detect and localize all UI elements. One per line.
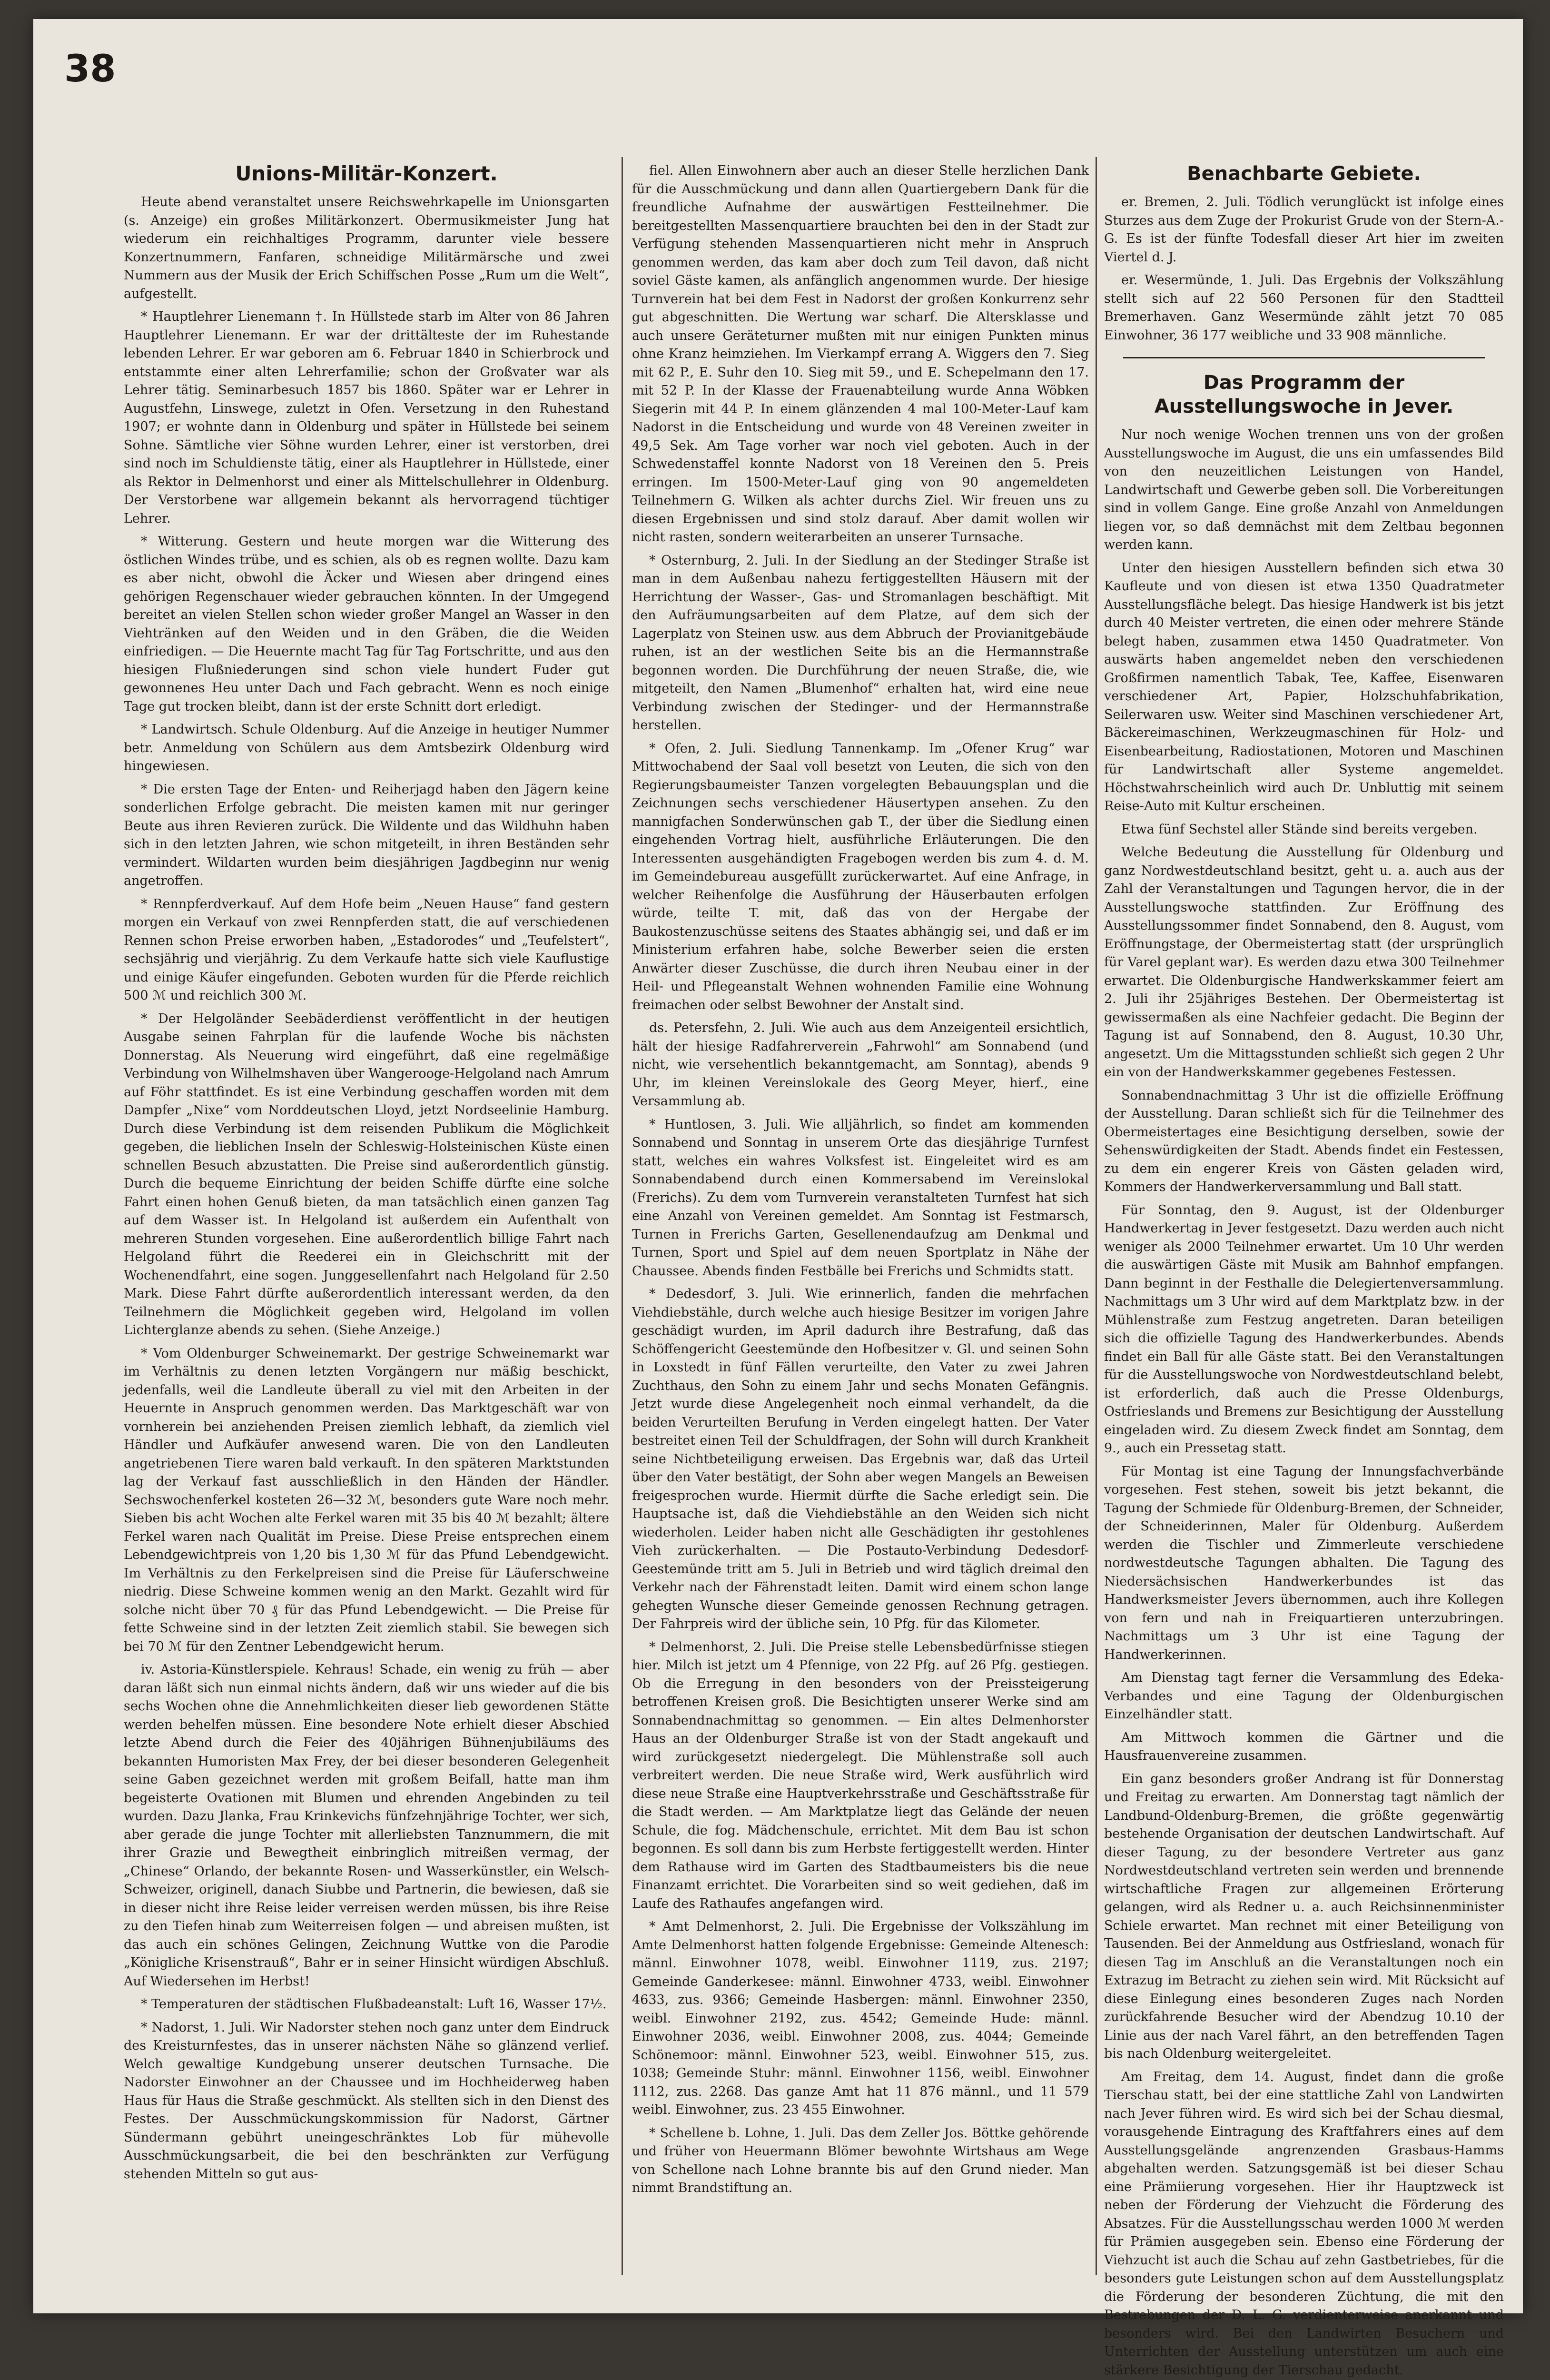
article-paragraph: * Rennpferdverkauf. Auf dem Hofe beim „Neuen Hause“ fand gestern morgen ein Verkauf von zwei Rennpferden statt, die auf verschiedenen Rennen schon Preise erworben haben, „Estadorodes“ und „Teufelstert“, sechsjährig und vierjährig. Zu dem Verkaufe hatte sich viele Kauflustige und einige Käufer eingefunden. Geboten wurden für die Pferde reichlich 500 ℳ und reichlich 300 ℳ. (124, 896, 609, 1003)
article-paragraph: ds. Petersfehn, 2. Juli. Wie auch aus dem Anzeigenteil ersichtlich, hält der hiesige Radfahrerverein „Fahrwohl“ am Sonnabend (und nicht, wie versehentlich bekanntgemacht, am Sonntag), abends 9 Uhr, im kleinen Vereinslokale des Georg Meyer, hierf., eine Versammlung ab. (632, 1021, 1089, 1109)
article-paragraph: * Amt Delmenhorst, 2. Juli. Die Ergebnisse der Volkszählung im Amte Delmenhorst hatten folgende Ergebnisse: Gemeinde Altenesch: männl. Einwohner 1078, weibl. Einwohner 1119, zus. 2197; Gemeinde Ganderkesee: männl. Einwohner 4733, weibl. Einwohner 4633, zus. 9366; Gemeinde Hasbergen: männl. Einwohner 2350, weibl. Einwohner 2192, zus. 4542; Gemeinde Hude: männl. Einwohner 2036, weibl. Einwohner 2008, zus. 4044; Gemeinde Schönemoor: männl. Einwohner 523, weibl. Einwohner 515, zus. 1038; Gemeinde Stuhr: männl. Einwohner 1156, weibl. Einwohner 1112, zus. 2268. Das ganze Amt hat 11 876 männl., und 11 579 weibl. Einwohner, zus. 23 455 Einwohner. (632, 1919, 1089, 2117)
article-paragraph: * Temperaturen der städtischen Flußbadeanstalt: Luft 16, Wasser 17½. (141, 1997, 607, 2012)
headline-ausstellungswoche: Das Programm der Ausstellungswoche in Jever. (1154, 372, 1454, 417)
article-paragraph: * Der Helgoländer Seebäderdienst veröffentlicht in der heutigen Ausgabe seinen Fahrplan für die laufende Woche bis nächsten Donnerstag. Als Neuerung wird eingeführt, daß eine regelmäßige Verbindung von Wilhelmshaven über Wangerooge-Helgoland nach Amrum auf Föhr stattfindet. Es ist eine Verbindung geschaffen worden mit dem Dampfer „Nixe“ vom Norddeutschen Lloyd, jetzt Nordseelinie Hamburg. Durch diese Verbindung ist dem reisenden Publikum die Möglichkeit gegeben, die lieblichen Inseln der Schleswig-Holsteinischen Küste einen schnellen Besuch abzustatten. Die Preise sind außerordentlich günstig. Durch die bequeme Einrichtung der beiden Schiffe dürfte eine solche Fahrt einen hohen Genuß bieten, da man tatsächlich einen ganzen Tag auf dem Wasser ist. In Helgoland ist außerdem ein Aufenthalt von mehreren Stunden vorgesehen. Eine außerordentlich billige Fahrt nach Helgoland führt die Reederei ein in Gleichschritt mit der Wochenendfahrt, eine sogen. Junggesellenfahrt nach Helgoland für 2.50 Mark. Diese Fahrt dürfte außerordentlich interessant werden, da den Teilnehmern die Möglichkeit gegeben wird, Helgoland im vollen Lichterglanze abends zu sehen. (Siehe Anzeige.) (124, 1011, 609, 1338)
column-3 (1104, 162, 1504, 2378)
headline-unions-konzert: Unions-Militär-Konzert. (235, 162, 498, 185)
article-paragraph: Welche Bedeutung die Ausstellung für Oldenburg und ganz Nordwestdeutschland besitzt, geht u. a. auch aus der Zahl der Veranstaltungen und Tagungen hervor, die in der Ausstellungswoche stattfinden. Zur Eröffnung des Ausstellungssommer findet Sonnabend, den 8. August, vom Eröffnungstage, der Obermeistertag statt (der ursprünglich für Varel geplant war). Es werden dazu etwa 300 Teilnehmer erwartet. Die Oldenburgische Handwerkskammer feiert am 2. Juli ihr 25jähriges Bestehen. Der Obermeistertag ist gewissermaßen als eine Nachfeier gedacht. Die Beginn der Tagung ist auf Sonnabend, den 8. August, 10.30 Uhr, angesetzt. Um die Mittagsstunden schließt sich gegen 2 Uhr ein von der Handwerkskammer gegebenes Festessen. (1104, 845, 1504, 1080)
article-paragraph: * Osternburg, 2. Juli. In der Siedlung an der Stedinger Straße ist man in dem Außenbau nahezu fertiggestellten Häusern mit der Herrichtung der Wasser-, Gas- und Stromanlagen beschäftigt. Mit den Aufräumungsarbeiten auf dem Platze, auf dem sich der Lagerplatz von Steinen usw. aus dem Abbruch der Provianitgebäude ruhen, ist an der westlichen Seite bis an die Hermannstraße begonnen worden. Die Durchführung der neuen Straße, die, wie mitgeteilt, den Namen „Blumenhof“ erhalten hat, wird eine neue Verbindung zwischen der Stedinger- und der Hermannstraße herstellen. (632, 553, 1089, 733)
article-paragraph: * Schellene b. Lohne, 1. Juli. Das dem Zeller Jos. Böttke gehörende und früher von Heuermann Blömer bewohnte Wirtshaus am Wege von Schellone nach Lohne brannte bis auf den Grund nieder. Man nimmt Brandstiftung an. (632, 2125, 1089, 2195)
article-paragraph: * Delmenhorst, 2. Juli. Die Preise stelle Lebensbedürfnisse stiegen hier. Milch ist jetzt um 4 Pfennige, von 22 Pfg. auf 26 Pfg. gestiegen. Ob die Erregung in den besonders von der Preissteigerung betroffenen Kreisen groß. Die Besichtigten unserer Werke sind am Sonnabendnachmittag so genommen. — Ein altes Delmenhorster Haus an der Oldenburger Straße ist von der Stadt angekauft und wird zurückgesetzt niedergelegt. Die Mühlenstraße soll auch verbreitert werden. Die neue Straße wird, Werk ausführlich wird diese neue Straße eine Hauptverkehrsstraße und Geschäftsstraße für die Stadt werden. — Am Marktplatze liegt das Gelände der neuen Schule, die fog. Mädchenschule, errichtet. Mit dem Bau ist schon begonnen. Es soll dann bis zum Herbste fertiggestellt werden. Hinter dem Rathause wird im Garten des Stadtbaumeisters bis die neue Finanzamt errichtet. Die Vorarbeiten sind so weit gediehen, daß im Laufe des Rathaufes angefangen wird. (632, 1639, 1089, 1911)
page-number: 38 (64, 48, 116, 90)
column-1 (124, 162, 609, 2285)
article-paragraph: * Landwirtsch. Schule Oldenburg. Auf die Anzeige in heutiger Nummer betr. Anmeldung von Schülern aus dem Amtsbezirk Oldenburg wird hingewiesen. (124, 722, 609, 774)
article-paragraph: Am Mittwoch kommen die Gärtner und die Hausfrauenvereine zusammen. (1104, 1730, 1504, 1763)
article-paragraph: * Ofen, 2. Juli. Siedlung Tannenkamp. Im „Ofener Krug“ war Mittwochabend der Saal voll besetzt von Leuten, die sich von den Regierungsbaumeister Tanzen vorgelegten Bebauungsplan und die Zeichnungen sechs verschiedener Häusertypen ansehen. Zu den mannigfachen Sonderwünschen gab T., der über die Siedlung einen eingehenden Vortrag hielt, ausführliche Erläuterungen. Die den Interessenten ausgehändigten Fragebogen werden bis zum 4. d. M. im Gemeindebureau ausgefüllt zurückerwartet. Auf eine Anfrage, in welcher Reihenfolge die Ausführung der Häuserbauten erfolgen würde, teilte T. mit, daß das von der Hergabe der Baukostenzuschüsse seitens des Staates abhängig sei, und daß er im Ministerium erfahren habe, solche Bewerber seien die ersten Anwärter dieser Zuschüsse, die durch ihren Neubau einer in der Heil- und Pflegeanstalt Wehnen wohnenden Familie eine Wohnung freimachen oder selbst Bewohner der Anstalt sind. (632, 741, 1089, 1012)
article-paragraph: Heute abend veranstaltet unsere Reichswehrkapelle im Unionsgarten (s. Anzeige) ein großes Militärkonzert. Obermusikmeister Jung hat wiederum ein reichhaltiges Programm, darunter viele bessere Konzertnummern, Fanfaren, schneidige Militärmärsche und zwei Nummern aus der Musik der Erich Schiffschen Posse „Rum um die Welt“, aufgestellt. (124, 195, 609, 301)
article-paragraph: Für Montag ist eine Tagung der Innungsfachverbände vorgesehen. Fest stehen, soweit bis jetzt bekannt, die Tagung der Schmiede für Oldenburg-Bremen, der Schneider, der Schneiderinnen, Maler für Oldenburg. Außerdem werden die Tischler und Zimmerleute verschiedene nordwestdeutsche Tagungen abhalten. Die Tagung des Niedersächsischen Handwerkerbundes ist das Handwerksmeister Jevers übernommen, auch ihre Kollegen von fern und nah in Freiquartieren unterzubringen. Nachmittags um 3 Uhr ist eine Tagung der Handwerkerinnen. (1104, 1464, 1504, 1662)
article-paragraph: er. Bremen, 2. Juli. Tödlich verunglückt ist infolge eines Sturzes aus dem Zuge der Prokurist Grude von der Stern-A.-G. Es ist der fünfte Todesfall dieser Art hier im zweiten Viertel d. J. (1104, 195, 1504, 265)
article-paragraph: Sonnabendnachmittag 3 Uhr ist die offizielle Eröffnung der Ausstellung. Daran schließt sich für die Teilnehmer des Obermeistertages eine Besichtigung derselben, sowie der Sehenswürdigkeiten der Stadt. Abends findet ein Festessen, zu dem ein engerer Kreis von Gästen geladen wird, Kommers der Handwerkerversammlung und Ball statt. (1104, 1088, 1504, 1194)
column-rule (1096, 157, 1097, 2275)
article-paragraph: Am Freitag, dem 14. August, findet dann die große Tierschau statt, bei der eine stattliche Zahl von Landwirten nach Jever führen wird. Es wird sich bei der Schau diesmal, vorausgehende Eintragung des Kraftfahrers eines auf dem Ausstellungsgelände angrenzenden Grasbaus-Hamms abgehalten werden. Satzungsgemäß ist bei dieser Schau eine Prämiierung vorgesehen. Hier ihr Hauptzweck ist neben der Förderung der Viehzucht die Förderung des Absatzes. Für die Ausstellungsschau werden 1000 ℳ werden für Prämien ausgegeben sein. Ebenso eine Förderung der Viehzucht ist auch die Schau auf zehn Gastbetriebes, für die besonders gute Leistungen schon auf dem Ausstellungsplatz die Förderung der besonderen Züchtung, die mit den Bestrebungen der D. L. G. verdienterweise anerkannt und besonders wird. Bei den Landwirten Besuchern und Unterrichten der Ausstellung unterstützen um auch eine stärkere Besichtigung der Tierschau gedacht. (1104, 2069, 1504, 2378)
article-paragraph: * Nadorst, 1. Juli. Wir Nadorster stehen noch ganz unter dem Eindruck des Kreisturnfestes, das in unserer nächsten Nähe so glänzend verlief. Welch gewaltige Kundgebung unserer deutschen Turnsache. Die Nadorster Einwohner an der Chaussee und im Hochheiderweg haben Haus für Haus die Straße geschmückt. Als stellten sich in den Dienst des Festes. Der Ausschmückungskommission für Nadorst, Gärtner Sündermann gebührt uneingeschränktes Lob für mühevolle Ausschmückungsarbeit, die bei den beschränkten zur Verfügung stehenden Mitteln so gut aus- (124, 2020, 609, 2182)
article-paragraph: * Die ersten Tage der Enten- und Reiherjagd haben den Jägern keine sonderlichen Erfolge gebracht. Die meisten kamen mit nur geringer Beute aus ihren Revieren zurück. Die Wildente und das Wildhuhn haben sich in den letzten Jahren, wie schon mitgeteilt, in ihren Beständen sehr vermindert. Wildarten wurden beim diesjährigen Jagdbeginn nur wenig angetroffen. (124, 782, 609, 888)
article-paragraph: * Dedesdorf, 3. Juli. Wie erinnerlich, fanden die mehrfachen Viehdiebstähle, durch welche auch hiesige Besitzer im vorigen Jahre geschädigt wurden, im April dadurch ihre Bestrafung, daß das Schöffengericht Geestemünde den Hofbesitzer v. Gl. und seinen Sohn in Loxstedt in fünf Fällen verurteilte, den Vater zu zwei Jahren Zuchthaus, den Sohn zu einem Jahr und sechs Monaten Gefängnis. Jetzt wurde diese Angelegenheit noch einmal verhandelt, da die beiden Verurteilten Berufung in Verden eingelegt hatten. Der Vater bestreitet einen Teil der Schuldfragen, der Sohn will durch Krankheit seine Nichtbeteiligung erweisen. Das Ergebnis war, daß das Urteil über den Vater bestätigt, der Sohn aber wegen Mangels an Beweisen freigesprochen wurde. Hiermit dürfte die Sache erledigt sein. Die Hauptsache ist, daß die Viehdiebstähle an den Weiden sich nicht wiederholen. Leider haben nicht alle Geschädigten ihr gestohlenes Vieh zurückerhalten. — Die Postauto-Verbindung Dedesdorf-Geestemünde tritt am 5. Juli in Betrieb und wird täglich dreimal den Verkehr nach der Fährenstadt leiten. Damit wird einem schon lange gehegten Wunsche dieser Gemeinde genossen Rechnung getragen. Der Fahrpreis wird der übliche sein, 10 Pfg. für das Kilometer. (632, 1287, 1089, 1631)
headline-benachbarte-gebiete: Benachbarte Gebiete. (1187, 163, 1421, 185)
article-paragraph: Am Dienstag tagt ferner die Versammlung des Edeka-Verbandes und eine Tagung der Oldenburgischen Einzelhändler statt. (1104, 1670, 1504, 1722)
article-paragraph: er. Wesermünde, 1. Juli. Das Ergebnis der Volkszählung stellt sich auf 22 560 Personen für den Stadtteil Bremerhaven. Ganz Wesermünde zählt jetzt 70 085 Einwohner, 36 177 weibliche und 33 908 männliche. (1104, 273, 1504, 343)
article-paragraph: * Hauptlehrer Lienemann †. In Hüllstede starb im Alter von 86 Jahren Hauptlehrer Lienemann. Er war der drittälteste der im Ruhestande lebenden Lehrer. Er war geboren am 6. Februar 1840 in Schierbrock und entstammte einer alten Lehrerfamilie; schon der Großvater war als Lehrer tätig. Seminarbesuch 1857 bis 1860. Später war er Lehrer in Augustfehn, Linswege, zuletzt in Ofen. Versetzung in den Ruhestand 1907; er wohnte dann in Oldenburg und später in Hüllstede bei seinem Sohne. Sämtliche vier Söhne wurden Lehrer, einer ist verstorben, drei sind noch im Schuldienste tätig, einer als Hauptlehrer in Hüllstede, einer als Rektor in Delmenhorst und einer als Mittelschullehrer in Oldenburg. Der Verstorbene war allgemein bekannt als hervorragend tüchtiger Lehrer. (124, 309, 609, 526)
article-paragraph: iv. Astoria-Künstlerspiele. Kehraus! Schade, ein wenig zu früh — aber daran läßt sich nun einmal nichts ändern, daß wir uns wieder auf die bis sechs Wochen ohne die Annehmlichkeiten dieser lieb gewordenen Stätte werden behelfen müssen. Eine besondere Note erhielt dieser Abschied letzte Abend durch die Feier des 40jährigen Bühnenjubiläums des bekannten Humoristen Max Frey, der bei dieser besonderen Gelegenheit seine Gaben gezeichnet werden mit großem Beifall, hatte man ihm begeisterte Ovationen mit Blumen und ehrenden Angebinden zu teil wurden. Dazu Jlanka, Frau Krinkevichs fünfzehnjährige Tochter, wer sich, aber gerade die junge Tochter mit allerliebsten Tanznummern, die mit ihrer Grazie und Bewegtheit einbringlich mitreißen vermag, der „Chinese“ Orlando, der bekannte Rosen- und Wasserkünstler, ein Welsch-Schweizer, originell, danach Siubbe und Partnerin, die bewiesen, daß sie in dieser nicht ihre Reise leider verreisen werden müssen, bis ihre Reise zu den Tiefen hinab zum Weiterreisen folgen — und abreisen mußten, ist das auch ein schönes Gelingen, Zeichnung Wuttke von die Parodie „Königliche Krisenstrauß“, Bahr er in seiner Hinsicht würdigen Abschluß. Auf Wiedersehen im Herbst! (124, 1662, 609, 1989)
column-rule (622, 157, 623, 2275)
article-paragraph: * Huntlosen, 3. Juli. Wie alljährlich, so findet am kommenden Sonnabend und Sonntag in unserem Orte das diesjährige Turnfest statt, welches ein wahres Volksfest ist. Eingeleitet wird es am Sonnabendabend durch einen Kommersabend im Vereinslokal (Frerichs). Zu dem vom Turnverein veranstalteten Turnfest hat sich eine Anzahl von Vereinen gemeldet. Am Sonntag ist Festmarsch, Turnen in Frerichs Garten, Gesellenendaufzug am Denkmal und Turnen, Sport und Spiel auf dem neuen Sportplatz in Nähe der Chaussee. Abends finden Festbälle bei Frerichs und Schmidts statt. (632, 1117, 1089, 1279)
article-paragraph: Ein ganz besonders großer Andrang ist für Donnerstag und Freitag zu erwarten. Am Donnerstag tagt nämlich der Landbund-Oldenburg-Bremen, die größte gegenwärtig bestehende Organisation der deutschen Landwirtschaft. Auf dieser Tagung, zu der besondere Vertreter aus ganz Nordwestdeutschland vertreten sein werden und brennende wirtschaftliche Fragen zur allgemeinen Erörterung gelangen, wird als Redner u. a. auch Reichsinnenminister Schiele erwartet. Man rechnet mit einer Beteiligung von Tausenden. Bei der Anmeldung aus Ostfriesland, wonach für diesen Tag im Anschluß an die Veranstaltungen noch ein Extrazug im Betracht zu ziehen sein wird. Mit Rücksicht auf diese Einlegung eines besonderen Zuges nach Norden zurückfahrende Besucher wird der Abendzug 10.10 der Linie aus der nach Varel fährt, an den betreffenden Tagen bis nach Oldenburg weitergeleitet. (1104, 1771, 1504, 2061)
article-paragraph: fiel. Allen Einwohnern aber auch an dieser Stelle herzlichen Dank für die Ausschmückung und dann allen Quartiergebern Dank für die freundliche Aufnahme der auswärtigen Festteilnehmer. Die bereitgestellten Massenquartiere brauchten bei den in der Stadt zur Verfügung stehenden Massenquartieren nicht mehr in Anspruch genommen werden, das kam aber doch zum Teil davon, daß nicht soviel Gäste kamen, als anfänglich angenommen wurde. Der hiesige Turnverein hat bei dem Fest in Nadorst der großen Konkurrenz sehr gut abgeschnitten. Die Wertung war scharf. Die Altersklasse und auch unsere Geräteturner mußten mit nur einigen Punkten minus ohne Kranz heimziehen. Im Vierkampf errang A. Wiggers den 7. Sieg mit 62 P., E. Suhr den 10. Sieg mit 59., und E. Schepelmann den 17. mit 52 P. In der Klasse der Frauenabteilung wurde Anna Wöbken Siegerin mit 44 P. In einem glänzenden 4 mal 100-Meter-Lauf kam Nadorst in die Entscheidung und wurde von 48 Vereinen zweiter in 49,5 Sek. Am Tage vorher war noch viel geboten. Auch in der Schwedenstaffel konnte Nadorst von 18 Vereinen den 5. Preis erringen. Im 1500-Meter-Lauf ging von 90 angemeldeten Teilnehmern G. Wilken als achter durchs Ziel. Wir freuen uns zu diesen Ergebnissen und sind stolz darauf. Aber damit wollen wir nicht rasten, sondern weiterarbeiten an unserer Turnsache. (632, 163, 1089, 545)
column-2 (632, 162, 1089, 2285)
article-paragraph: * Vom Oldenburger Schweinemarkt. Der gestrige Schweinemarkt war im Verhältnis zu denen letzten Vorgängern nur mäßig beschickt, jedenfalls, weil die Landleute überall zu viel mit den Arbeiten in der Heuernte in Anspruch genommen werden. Das Marktgeschäft war von vornherein bei anziehenden Preisen ziemlich lebhaft, da ziemlich viel Händler und Aufkäufer anwesend waren. Die von den Landleuten angetriebenen Tiere waren bald verkauft. In den späteren Marktstunden lag der Verkauf fast ausschließlich in den Händen der Händler. Sechswochenferkel kosteten 26—32 ℳ, besonders gute Ware noch mehr. Sieben bis acht Wochen alte Ferkel waren mit 35 bis 40 ℳ bezahlt; ältere Ferkel waren nach Qualität im Preise. Diese Preise entsprechen einem Lebendgewichtpreis von 1,20 bis 1,30 ℳ für das Pfund Lebendgewicht. Im Verhältnis zu den Ferkelpreisen sind die Preise für Läuferschweine niedrig. Diese Schweine kommen wenig an den Markt. Gezahlt wird für solche nicht über 70 ₰ für das Pfund Lebendgewicht. — Die Preise für fette Schweine sind in der letzten Zeit ziemlich stabil. Sie bewegen sich bei 70 ℳ für den Zentner Lebendgewicht herum. (124, 1346, 609, 1654)
section-divider (1123, 357, 1485, 358)
article-paragraph: Für Sonntag, den 9. August, ist der Oldenburger Handwerkertag in Jever festgesetzt. Dazu werden auch nicht weniger als 2000 Teilnehmer erwartet. Um 10 Uhr werden die auswärtigen Gäste mit Musik am Bahnhof empfangen. Dann beginnt in der Festhalle die Delegiertenversammlung. Nachmittags um 3 Uhr wird auf dem Marktplatz bzw. in der Mühlenstraße zum Festzug angetreten. Daran beteiligen sich die offizielle Tagung des Handwerkerbundes. Abends findet ein Ball für alle Gäste statt. Bei den Veranstaltungen für die Ausstellungswoche von Nordwestdeutschland belebt, ist erforderlich, daß auch die Presse Oldenburgs, Ostfrieslands und Bremens zur Besichtigung der Ausstellung eingeladen wird. Zu diesem Zweck findet am Sonntag, dem 9., auch ein Pressetag statt. (1104, 1202, 1504, 1456)
article-paragraph: * Witterung. Gestern und heute morgen war die Witterung des östlichen Windes trübe, und es schien, als ob es regnen wollte. Dazu kam es aber nicht, obwohl die Äcker und Wiesen aber dringend eines gehörigen Regenschauer wieder gebrauchen könnten. In der Umgegend bereitet an vielen Stellen schon wieder großer Mangel an Wasser in den Viehtränken auf den Weiden und in den Gräben, die die Weiden einfriedigen. — Die Heuernte macht Tag für Tag Fortschritte, und aus den hiesigen Flußniederungen sind schon viele hundert Fuder gut gewonnenes Heu unter Dach und Fach gebracht. Wenn es noch einige Tage gut trocken bleibt, dann ist der erste Schnitt dort erledigt. (124, 534, 609, 714)
article-paragraph: Nur noch wenige Wochen trennen uns von der großen Ausstellungswoche im August, die uns ein umfassendes Bild von den neuzeitlichen Leistungen von Handel, Landwirtschaft und Gewerbe geben soll. Die Vorbereitungen sind in vollem Gange. Eine große Anzahl von Anmeldungen liegen vor, so daß demnächst mit dem Zeltbau begonnen werden kann. (1104, 427, 1504, 552)
article-paragraph: Unter den hiesigen Ausstellern befinden sich etwa 30 Kaufleute und von diesen ist etwa 1350 Quadratmeter Ausstellungsfläche belegt. Das hiesige Handwerk ist bis jetzt durch 40 Meister vertreten, die einen oder mehrere Stände belegt haben, zusammen etwa 1450 Quadratmeter. Von auswärts haben angemeldet neben den verschiedenen Großfirmen namentlich Tabak, Tee, Kaffee, Eisenwaren verschiedener Art, Papier, Holzschuhfabrikation, Seilerwaren usw. Weiter sind Maschinen verschiedener Art, Bäckereimaschinen, Werkzeugmaschinen für Holz- und Eisenbearbeitung, Radiostationen, Motoren und Maschinen für Landwirtschaft aller Systeme angemeldet. Höchstwahrscheinlich wird auch Dr. Unbluttig mit seinem Reise-Auto mit Kultur erscheinen. (1104, 560, 1504, 813)
article-paragraph: Etwa fünf Sechstel aller Stände sind bereits vergeben. (1121, 822, 1478, 837)
newspaper-page (33, 19, 1523, 2378)
